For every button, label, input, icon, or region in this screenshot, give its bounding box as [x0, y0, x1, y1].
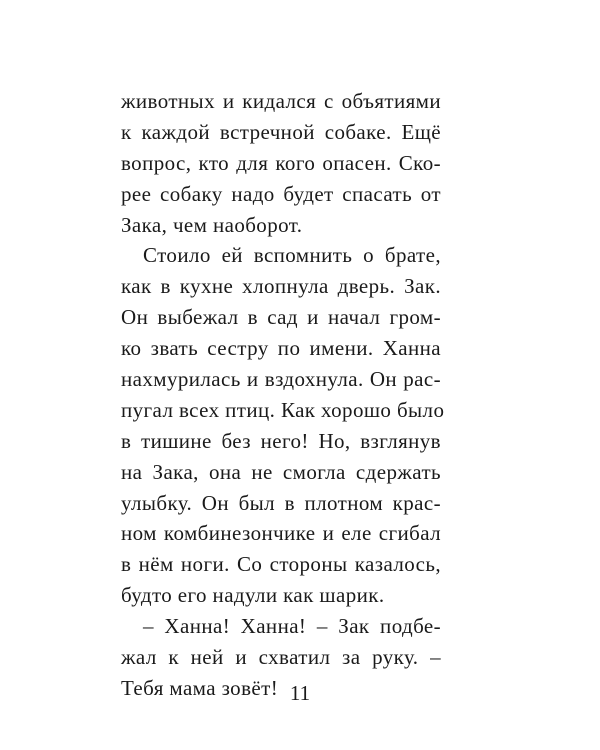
text-line: – Ханна! Ханна! – Зак подбе-: [143, 614, 441, 639]
text-line: пугал всех птиц. Как хорошо было: [121, 397, 445, 422]
text-line: на Зака, она не смогла сдержать: [121, 459, 441, 484]
text-line: ко звать сестру по имени. Ханна: [121, 336, 441, 361]
text-line: животных и кидался с объятиями: [121, 89, 441, 113]
text-line: Стоило ей вспомнить о брате,: [143, 243, 441, 268]
text-line: в нём ноги. Со стороны казалось,: [121, 552, 441, 577]
text-line: Зака, чем наоборот.: [121, 212, 303, 237]
text-line: Он выбежал в сад и начал гром-: [121, 305, 441, 330]
text-line: улыбку. Он был в плотном крас-: [121, 490, 441, 515]
text-line: рее собаку надо будет спасать от: [121, 181, 441, 206]
text-line: жал к ней и схватил за руку. –: [121, 645, 441, 670]
text-line: нахмурилась и вздохнула. Он рас-: [121, 367, 441, 392]
text-line: как в кухне хлопнула дверь. Зак.: [121, 274, 441, 299]
text-line: ном комбинезончике и еле сгибал: [121, 521, 441, 546]
text-line: Тебя мама зовёт!: [121, 675, 279, 700]
page-number: 11: [289, 681, 311, 705]
text-line: в тишине без него! Но, взглянув: [121, 428, 441, 453]
text-line: будто его надули как шарик.: [121, 583, 385, 608]
text-line: к каждой встречной собаке. Ещё: [121, 119, 441, 144]
body-text: [121, 86, 445, 704]
text-line: вопрос, кто для кого опасен. Ско-: [121, 150, 441, 175]
